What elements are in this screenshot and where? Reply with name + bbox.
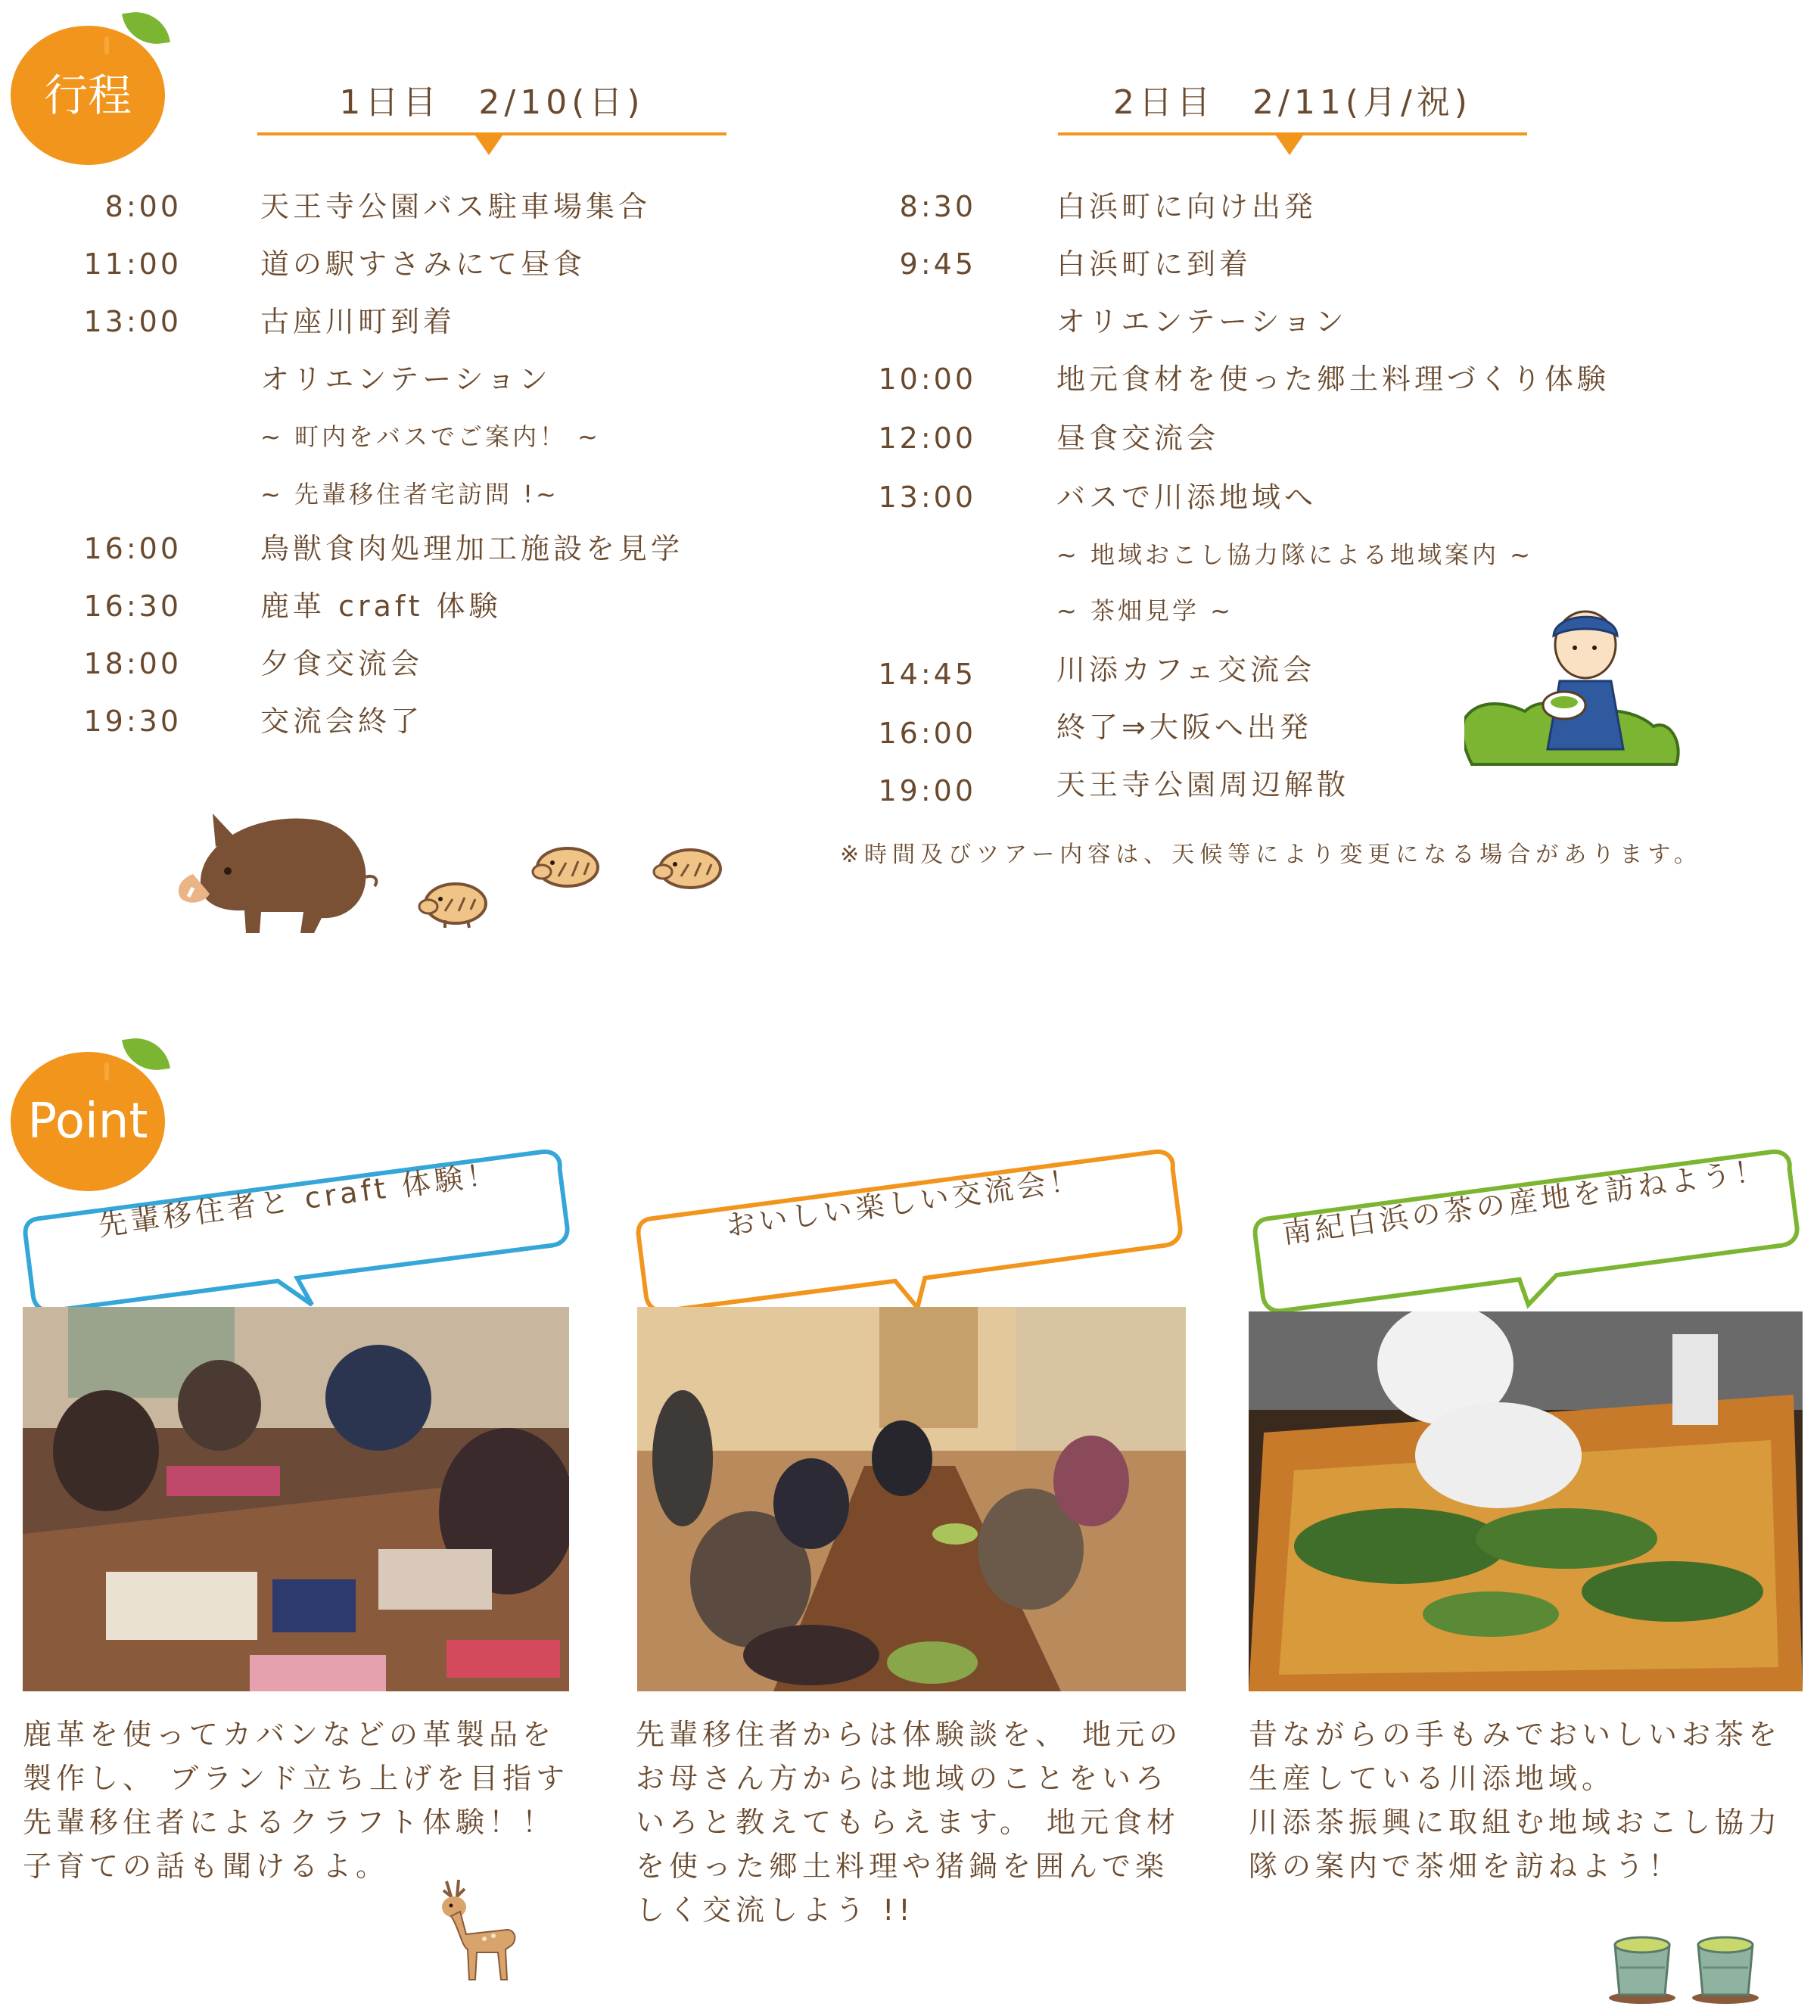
tea-cup-icon (1688, 1930, 1763, 2005)
day2-item: 昼食交流会 (1056, 422, 1220, 455)
card3-line: 隊の案内で茶畑を訪ねよう！ (1249, 1850, 1682, 1883)
card1-speech-bubble (23, 1131, 575, 1321)
day2-time: 8:30 (899, 190, 976, 223)
point-badge-label: Point (27, 1094, 148, 1150)
piglet-icon (530, 842, 605, 894)
card3-line: 昔ながらの手もみでおいしいお茶を (1249, 1718, 1782, 1751)
orange-stem (104, 1062, 109, 1081)
day1-item: 鳥獣食肉処理加工施設を見学 (260, 532, 684, 565)
tea-cup-icon (1604, 1930, 1680, 2005)
day2-item: 白浜町に到着 (1056, 247, 1252, 281)
day2-item: 終了⇒大阪へ出発 (1056, 711, 1312, 744)
card3-speech-bubble (1252, 1131, 1805, 1321)
day1-item: 道の駅すさみにて昼食 (260, 247, 586, 281)
card2-line: いろと教えてもらえます。 地元食材 (636, 1806, 1181, 1839)
day2-subitem: ~ 地域おこし協力隊による地域案内 ~ (1056, 540, 1533, 569)
day1-pointer-icon (475, 135, 502, 155)
card1-line: 先輩移住者によるクラフト体験！！ (23, 1806, 556, 1839)
card1-description (23, 1713, 569, 1888)
day1-time: 19:30 (83, 705, 182, 738)
day2-title: 2日目 2/11(月/祝) (1113, 83, 1472, 122)
card2-line: 先輩移住者からは体験談を、 地元の (636, 1718, 1183, 1751)
day1-time: 16:00 (83, 532, 182, 565)
day1-title: 1日目 2/10(日) (339, 83, 645, 122)
card1-bubble-text: 先輩移住者と craft 体験！ (96, 1156, 501, 1243)
day1-item: 天王寺公園バス駐車場集合 (260, 190, 652, 223)
day2-time: 19:00 (878, 774, 976, 807)
day1-time: 13:00 (83, 305, 182, 338)
card2-description (636, 1713, 1182, 1932)
card1-line: 子育ての話も聞けるよ。 (23, 1850, 390, 1883)
card1-line: 製作し、 ブランド立ち上げを目指す (23, 1762, 570, 1795)
day1-time: 11:00 (83, 247, 182, 281)
card2-bubble-text: おいしい楽しい交流会！ (724, 1162, 1084, 1243)
day1-subitem: ~ 先輩移住者宅訪問 !~ (260, 480, 559, 509)
card2-photo (637, 1307, 1186, 1691)
card2-speech-bubble (636, 1131, 1188, 1321)
day2-time: 16:00 (878, 717, 976, 750)
card1-line: 鹿革を使ってカバンなどの革製品を (23, 1718, 556, 1751)
day2-item: 地元食材を使った郷土料理づくり体験 (1056, 362, 1610, 396)
day2-subitem: ~ 茶畑見学 ~ (1056, 596, 1234, 625)
schedule-note: ※時間及びツアー内容は、天候等により変更になる場合があります。 (840, 842, 1702, 868)
day1-item: 交流会終了 (260, 705, 424, 738)
piglet-icon (651, 842, 726, 894)
card3-line: 川添茶振興に取組む地域おこし協力 (1249, 1806, 1782, 1839)
day1-time: 8:00 (104, 190, 182, 223)
orange-stem (104, 36, 109, 54)
schedule-badge (11, 11, 165, 165)
card3-photo (1249, 1311, 1803, 1691)
card3-line: 生産している川添地域。 (1249, 1762, 1616, 1795)
card3-bubble-text: 南紀白浜の茶の産地を訪ねよう！ (1280, 1153, 1769, 1250)
card3-description (1249, 1713, 1781, 1888)
day2-time: 12:00 (878, 422, 976, 455)
day1-item: 夕食交流会 (260, 647, 424, 680)
day2-item: 川添カフェ交流会 (1056, 653, 1316, 686)
day1-time: 16:30 (83, 590, 182, 623)
day1-time: 18:00 (83, 647, 182, 680)
day1-item: オリエンテーション (260, 362, 552, 396)
deer-icon (431, 1874, 522, 1987)
day2-item: オリエンテーション (1056, 305, 1348, 338)
day2-time: 13:00 (878, 481, 976, 514)
schedule-badge-label: 行程 (43, 70, 132, 121)
day2-item: 天王寺公園周辺解散 (1056, 768, 1350, 801)
card1-photo (23, 1307, 569, 1691)
day2-item: バスで川添地域へ (1056, 481, 1318, 514)
day2-item: 白浜町に向け出発 (1056, 190, 1318, 223)
day2-pointer-icon (1276, 135, 1303, 155)
day2-time: 10:00 (878, 362, 976, 396)
day1-item: 古座川町到着 (260, 305, 456, 338)
card2-line: を使った郷土料理や猪鍋を囲んで楽 (636, 1850, 1169, 1883)
day2-time: 14:45 (878, 658, 976, 691)
card2-line: しく交流しよう !! (636, 1893, 915, 1927)
card2-line: お母さん方からは地域のことをいろ (636, 1762, 1169, 1795)
farmer-icon (1464, 605, 1684, 779)
day2-time: 9:45 (899, 247, 976, 281)
boar-icon (170, 798, 382, 935)
piglet-icon (415, 876, 490, 929)
day1-item: 鹿革 craft 体験 (260, 590, 502, 623)
day1-subitem: ~ 町内をバスでご案内！ ~ (260, 422, 601, 451)
